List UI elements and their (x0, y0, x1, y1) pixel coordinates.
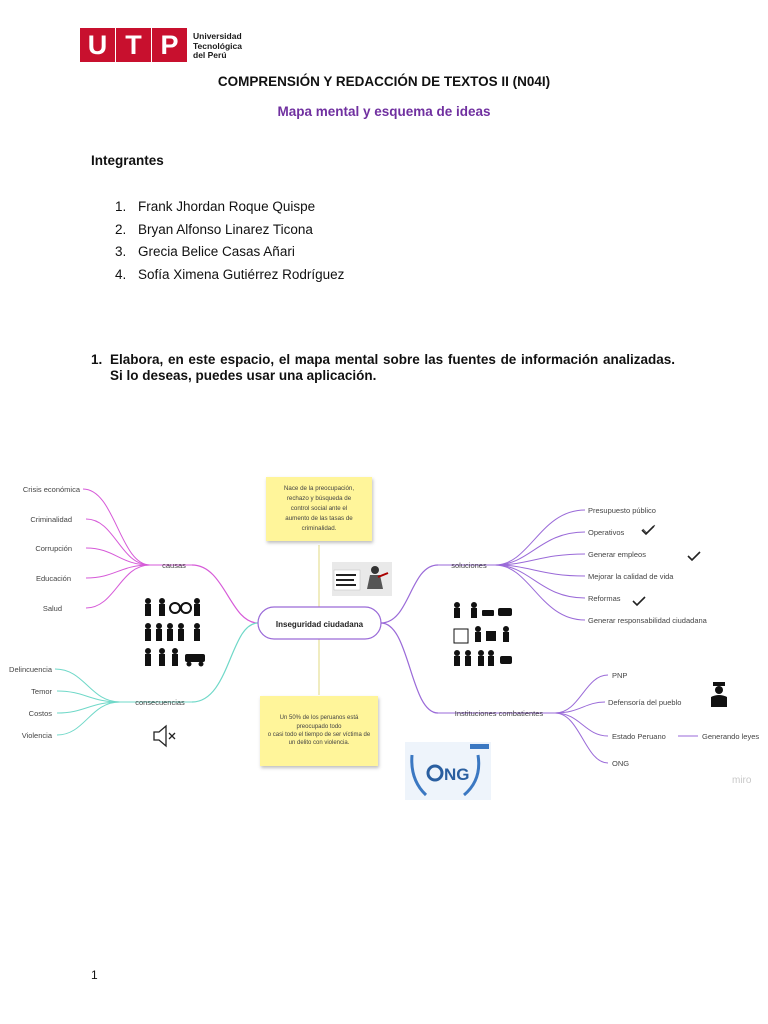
consecuencia-item: Costos (28, 709, 52, 718)
note-line: control social ante el (290, 505, 348, 512)
list-item: 3. Grecia Belice Casas Añari (115, 244, 295, 259)
note-line: rechazo y búsqueda de (286, 495, 352, 502)
solucion-item: Presupuesto público (588, 506, 656, 515)
consecuencia-item: Temor (31, 687, 52, 696)
note-line: o casi todo el tiempo de ser víctima de (267, 732, 371, 738)
logo-text: Universidad Tecnológica del Perú (193, 31, 242, 60)
institucion-item: PNP (612, 671, 628, 680)
instituciones-label: Instituciones combatientes (454, 709, 544, 718)
mind-map (0, 455, 768, 805)
logo-letter-u: U (80, 28, 115, 62)
consecuencia-item: Violencia (21, 731, 52, 740)
branch-instituciones (381, 623, 438, 713)
institucion-item: Defensoría del pueblo (608, 698, 682, 707)
ong-logo (405, 742, 491, 800)
solucion-item: Reformas (588, 594, 621, 603)
task-instruction (91, 352, 675, 384)
consecuencia-item: Delincuencia (9, 665, 52, 674)
center-node-label: Inseguridad ciudadana (275, 620, 364, 629)
list-item: 2. Bryan Alfonso Linarez Ticona (115, 221, 313, 237)
consecuencias-label: consecuencias (135, 698, 185, 707)
solucion-item: Generar empleos (588, 550, 646, 559)
check-icon (633, 597, 645, 605)
causas-label: causas (162, 561, 186, 570)
document-subtitle: Mapa mental y esquema de ideas (277, 104, 491, 119)
police-officer-icon (711, 682, 727, 707)
page-number: 1 (91, 968, 98, 982)
note-line: Un 50% de los peruanos está (279, 715, 359, 721)
crime-pictograms-icon (145, 598, 205, 667)
solucion-item: Generar responsabilidad ciudadana (588, 616, 707, 625)
note-line: Nace de la preocupación, (283, 485, 355, 492)
police-pictograms-icon (454, 602, 512, 666)
list-item: 1. Frank Jhordan Roque Quispe (115, 199, 316, 214)
causa-item: Educación (35, 574, 71, 583)
causa-item: Salud (42, 604, 62, 613)
list-item: 4. Sofía Ximena Gutiérrez Rodríguez (115, 266, 345, 282)
sticky-note-bottom (260, 696, 378, 766)
course-title: COMPRENSIÓN Y REDACCIÓN DE TEXTOS II (N04I) (217, 74, 551, 89)
task-text: Elabora, en este espacio, el mapa mental sobre las fuentes de información analizadas. Si lo deseas, puedes usar una aplicación. (110, 352, 675, 383)
causa-item: Corrupción (35, 544, 72, 553)
inseguridad-image (332, 562, 392, 596)
causa-item: Criminalidad (30, 515, 72, 524)
institucion-sub-item: Generando leyes (702, 732, 760, 741)
branch-causas (192, 565, 258, 623)
members-list (115, 196, 344, 286)
note-line: un delito con violencia. (288, 740, 350, 746)
ong-logo-text: NG (444, 765, 470, 784)
soluciones-label: soluciones (451, 561, 487, 570)
check-icon (688, 552, 700, 560)
task-number: 1. (91, 352, 103, 367)
note-line: preocupado todo (296, 724, 342, 730)
institucion-item: ONG (612, 759, 630, 768)
members-heading: Integrantes (91, 153, 164, 168)
solucion-item: Operativos (588, 528, 625, 537)
mute-speaker-icon (154, 726, 175, 746)
institucion-item: Estado Peruano (612, 732, 666, 741)
solucion-item: Mejorar la calidad de vida (588, 572, 674, 581)
check-icon (642, 525, 655, 534)
causa-item: Crisis económica (22, 485, 80, 494)
logo-letter-p: P (152, 28, 187, 62)
utp-logo (80, 28, 242, 62)
miro-watermark: miro (732, 775, 752, 786)
logo-letter-t: T (116, 28, 151, 62)
note-line: aumento de las tasas de (285, 515, 353, 522)
note-line: criminalidad. (301, 525, 337, 532)
